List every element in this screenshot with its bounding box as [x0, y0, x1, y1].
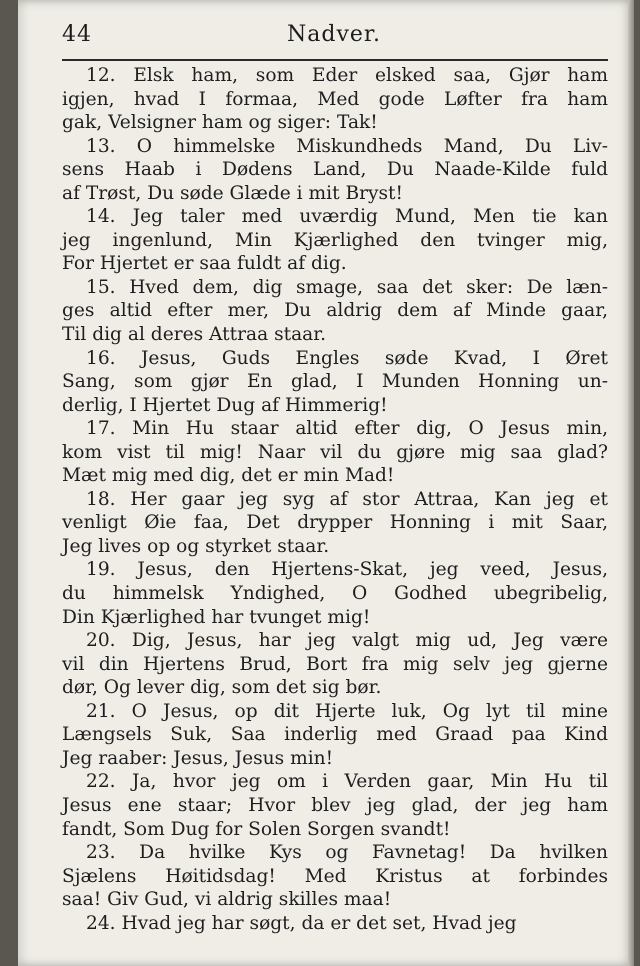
verse	[62, 276, 608, 347]
verse-line: Jeg raaber: Jesus, Jesus min!	[62, 747, 334, 769]
verse-first-line: 15. Hved dem, dig smage, saa det sker: De læn-	[86, 276, 608, 298]
verse	[62, 347, 608, 418]
verse-first-line: 18. Her gaar jeg syg af stor Attraa, Kan jeg et	[86, 488, 608, 510]
verse-line: Mæt mig med dig, det er min Mad!	[62, 465, 395, 487]
book-page	[18, 0, 634, 966]
verse-line: kom vist til mig! Naar vil du gjøre mig saa glad?	[62, 441, 608, 463]
page-edge-shadow	[628, 0, 634, 966]
verse-line: Sang, som gjør En glad, I Munden Honning un-	[62, 371, 608, 393]
verse-line: af Trøst, Du søde Glæde i mit Bryst!	[62, 182, 403, 204]
verse-line: saa! Giv Gud, vi aldrig skilles maa!	[62, 889, 392, 911]
verse-first-line: 12. Elsk ham, som Eder elsked saa, Gjør ham	[86, 65, 608, 86]
verse-first-line: 17. Min Hu staar altid efter dig, O Jesus min,	[86, 418, 608, 440]
verse-line: venligt Øie faa, Det drypper Honning i mit Saar,	[62, 512, 608, 534]
verse-line: jeg ingenlund, Min Kjærlighed den tvinger mig,	[62, 229, 608, 251]
verse-line: fandt, Som Dug for Solen Sorgen svandt!	[62, 818, 451, 840]
verse-first-line: 16. Jesus, Guds Engles søde Kvad, I Øret	[86, 347, 608, 369]
hymn-text	[62, 64, 608, 935]
verse	[62, 417, 608, 488]
verse-first-line: 23. Da hvilke Kys og Favnetag! Da hvilken	[86, 842, 608, 864]
verse-line: Jeg lives op og styrket staar.	[62, 535, 330, 557]
verse-line: vil din Hjertens Brud, Bort fra mig selv jeg gjerne	[62, 653, 608, 675]
verse-line: Din Kjærlighed har tvunget mig!	[62, 606, 371, 628]
verse-line: Sjælens Høitidsdag! Med Kristus at forbindes	[62, 865, 608, 887]
verse	[62, 488, 608, 559]
verse-first-line: 14. Jeg taler med uværdig Mund, Men tie kan	[86, 206, 608, 228]
header-rule	[62, 59, 608, 61]
verse	[62, 629, 608, 700]
verse-line: Længsels Suk, Saa inderlig med Graad paa Kind	[62, 724, 608, 746]
verse	[62, 135, 608, 206]
verse	[62, 912, 608, 936]
verse-first-line: 20. Dig, Jesus, har jeg valgt mig ud, Jeg være	[86, 630, 608, 652]
verse	[62, 64, 608, 135]
verse-line: derlig, I Hjertet Dug af Himmerig!	[62, 394, 388, 416]
verse-line: gak, Velsigner ham og siger: Tak!	[62, 112, 378, 134]
verse-line: igjen, hvad I formaa, Med gode Løfter fra ham	[62, 88, 608, 110]
page-number: 44	[62, 22, 92, 47]
verse-first-line: 24. Hvad jeg har søgt, da er det set, Hvad jeg	[86, 912, 517, 934]
verse	[62, 558, 608, 629]
verse-line: du himmelsk Yndighed, O Godhed ubegribelig,	[62, 583, 608, 605]
verse-line: Jesus ene staar; Hvor blev jeg glad, der jeg ham	[62, 794, 608, 816]
verse-first-line: 13. O himmelske Miskundheds Mand, Du Liv-	[86, 135, 608, 157]
verse	[62, 205, 608, 276]
verse-line: Til dig al deres Attraa staar.	[62, 324, 327, 346]
verse	[62, 770, 608, 841]
verse-line: ges altid efter mer, Du aldrig dem af Minde gaar,	[62, 300, 608, 322]
page-header	[62, 22, 606, 56]
verse-line: dør, Og lever dig, som det sig bør.	[62, 677, 382, 699]
verse-line: For Hjertet er saa fuldt af dig.	[62, 253, 347, 275]
verse-first-line: 22. Ja, hvor jeg om i Verden gaar, Min Hu til	[86, 771, 608, 793]
verse	[62, 700, 608, 771]
verse-first-line: 19. Jesus, den Hjertens-Skat, jeg veed, Jesus,	[86, 559, 608, 581]
verse-line: sens Haab i Dødens Land, Du Naade-Kilde fuld	[62, 159, 608, 181]
verse-first-line: 21. O Jesus, op dit Hjerte luk, Og lyt til mine	[86, 700, 608, 722]
running-title: Nadver.	[287, 22, 381, 47]
verse	[62, 841, 608, 912]
